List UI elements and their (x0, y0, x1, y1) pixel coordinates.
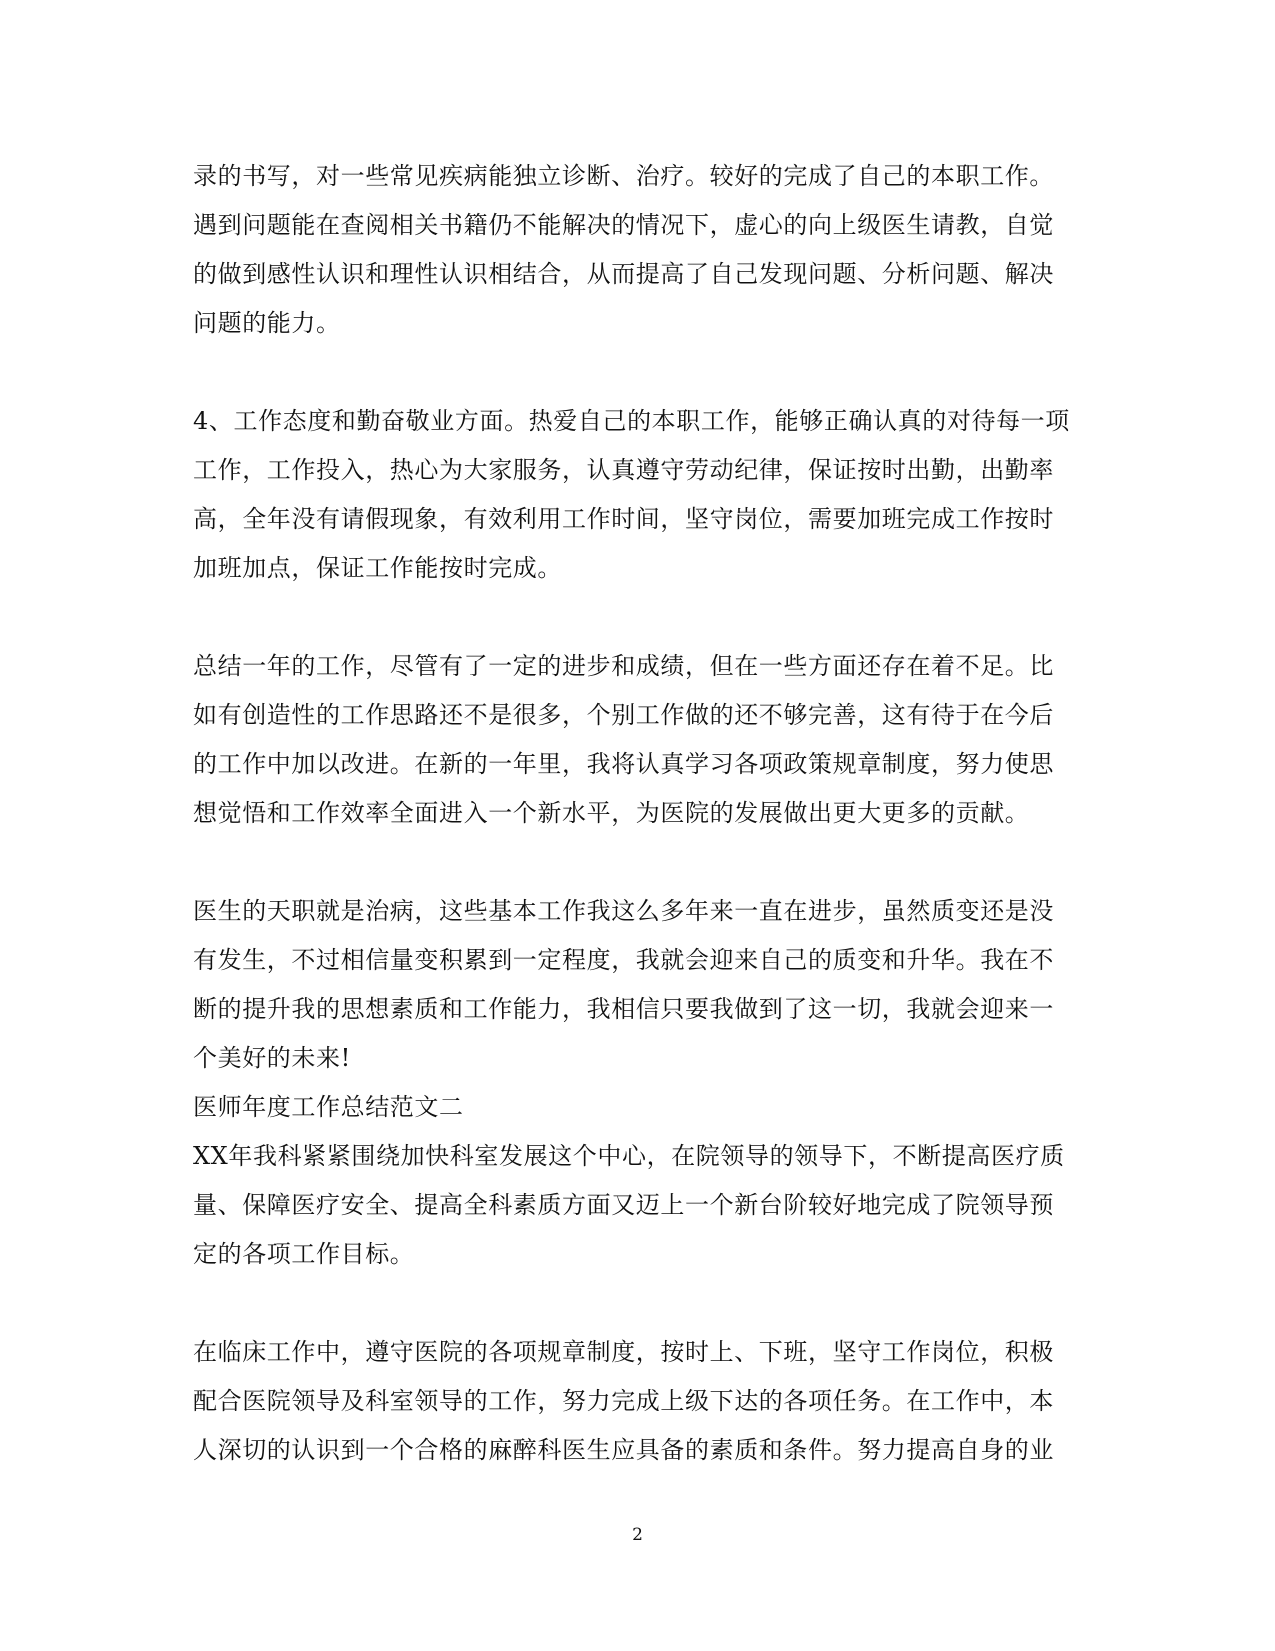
page-number: 2 (632, 1525, 643, 1545)
text-line: 4、工作态度和勤奋敬业方面。热爱自己的本职工作，能够正确认真的对待每一项 (193, 407, 1070, 435)
text-line: 想觉悟和工作效率全面进入一个新水平，为医院的发展做出更大更多的贡献。 (193, 799, 1030, 827)
text-line: 高，全年没有请假现象，有效利用工作时间，坚守岗位，需要加班完成工作按时 (193, 505, 1054, 533)
text-line: 录的书写，对一些常见疾病能独立诊断、治疗。较好的完成了自己的本职工作。 (193, 162, 1054, 190)
text-line: 工作，工作投入，热心为大家服务，认真遵守劳动纪律，保证按时出勤，出勤率 (193, 456, 1054, 484)
text-line: 个美好的未来! (193, 1044, 351, 1072)
paragraph (193, 887, 1083, 1279)
paragraph (193, 397, 1083, 593)
paragraph-gap (193, 593, 1083, 642)
text-line: 遇到问题能在查阅相关书籍仍不能解决的情况下，虚心的向上级医生请教，自觉 (193, 211, 1054, 239)
text-line: 定的各项工作目标。 (193, 1240, 415, 1268)
paragraph (193, 152, 1083, 348)
text-line: 总结一年的工作，尽管有了一定的进步和成绩，但在一些方面还存在着不足。比 (193, 652, 1054, 680)
text-line: 问题的能力。 (193, 309, 341, 337)
text-line: 的工作中加以改进。在新的一年里，我将认真学习各项政策规章制度，努力使思 (193, 750, 1054, 778)
text-line: 在临床工作中，遵守医院的各项规章制度，按时上、下班，坚守工作岗位，积极 (193, 1338, 1054, 1366)
document-body (193, 152, 1083, 1475)
paragraph-gap (193, 838, 1083, 887)
text-line: 加班加点，保证工作能按时完成。 (193, 554, 562, 582)
text-line: 人深切的认识到一个合格的麻醉科医生应具备的素质和条件。努力提高自身的业 (193, 1436, 1054, 1464)
text-line: 配合医院领导及科室领导的工作，努力完成上级下达的各项任务。在工作中，本 (193, 1387, 1054, 1415)
text-line: 量、保障医疗安全、提高全科素质方面又迈上一个新台阶较好地完成了院领导预 (193, 1191, 1054, 1219)
text-line: 有发生，不过相信量变积累到一定程度，我就会迎来自己的质变和升华。我在不 (193, 946, 1054, 974)
text-line: 如有创造性的工作思路还不是很多，个别工作做的还不够完善，这有待于在今后 (193, 701, 1054, 729)
paragraph (193, 1328, 1083, 1475)
section-heading: 医师年度工作总结范文二 (193, 1093, 464, 1121)
paragraph-gap (193, 348, 1083, 397)
paragraph (193, 642, 1083, 838)
text-line: 断的提升我的思想素质和工作能力，我相信只要我做到了这一切，我就会迎来一 (193, 995, 1054, 1023)
text-line: 医生的天职就是治病，这些基本工作我这么多年来一直在进步，虽然质变还是没 (193, 897, 1054, 925)
paragraph-gap (193, 1279, 1083, 1328)
text-line: 的做到感性认识和理性认识相结合，从而提高了自己发现问题、分析问题、解决 (193, 260, 1054, 288)
text-line: XX年我科紧紧围绕加快科室发展这个中心，在院领导的领导下，不断提高医疗质 (193, 1142, 1065, 1170)
